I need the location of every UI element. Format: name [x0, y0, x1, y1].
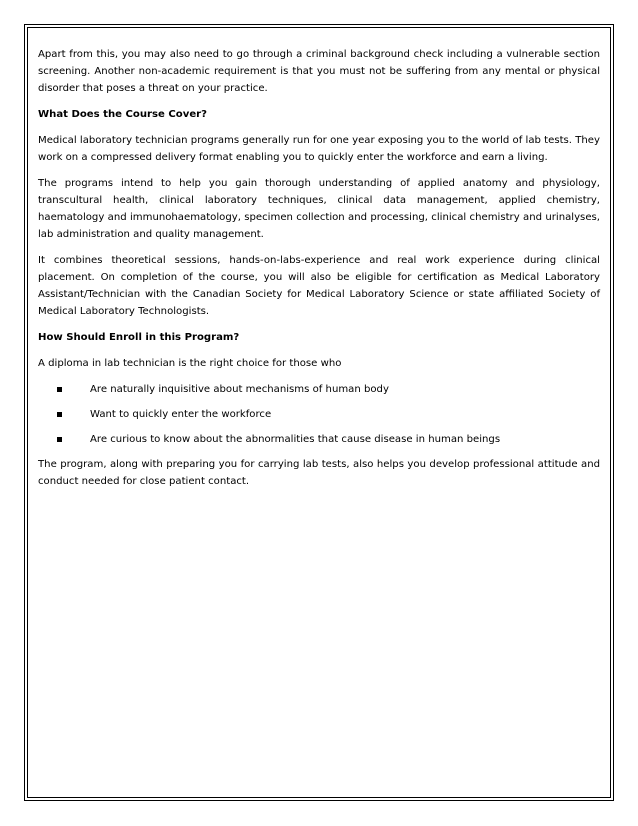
course-paragraph-1: Medical laboratory technician programs generally run for one year exposing you to the world of lab tests. They work on a compressed delivery format enabling you to quickly enter the workforce and earn a living.: [38, 135, 600, 163]
bullet-list: [38, 381, 600, 448]
square-bullet-icon: [57, 412, 62, 417]
course-heading: What Does the Course Cover?: [38, 109, 207, 120]
enroll-intro: A diploma in lab technician is the right choice for those who: [38, 358, 342, 369]
list-item-text: Are naturally inquisitive about mechanisms of human body: [90, 384, 389, 395]
closing-paragraph: The program, along with preparing you for carrying lab tests, also helps you develop professional attitude and conduct needed for close patient contact.: [38, 459, 600, 487]
course-paragraph-3: It combines theoretical sessions, hands-on-labs-experience and real work experience during clinical placement. On completion of the course, you will also be eligible for certification as Medical Laboratory Assistant/Technician with the Canadian Society for Medical Laboratory Science or state affiliated Society of Medical Laboratory Technologists.: [38, 255, 600, 317]
course-paragraph-2: The programs intend to help you gain thorough understanding of applied anatomy and physiology, transcultural health, clinical laboratory techniques, clinical data management, applied chemistry, haematology and immunohaematology, specimen collection and processing, clinical chemistry and urinalyses, lab administration and quality management.: [38, 178, 600, 240]
enroll-heading: How Should Enroll in this Program?: [38, 332, 240, 343]
intro-paragraph: Apart from this, you may also need to go through a criminal background check including a vulnerable section screening. Another non-academic requirement is that you must not be suffering from any mental or physical disorder that poses a threat on your practice.: [38, 49, 600, 94]
list-item-text: Want to quickly enter the workforce: [90, 409, 272, 420]
list-item: [38, 431, 600, 448]
document-body: [38, 46, 600, 499]
square-bullet-icon: [57, 437, 62, 442]
list-item-text: Are curious to know about the abnormalities that cause disease in human beings: [90, 434, 501, 445]
list-item: [38, 381, 600, 398]
square-bullet-icon: [57, 387, 62, 392]
list-item: [38, 406, 600, 423]
